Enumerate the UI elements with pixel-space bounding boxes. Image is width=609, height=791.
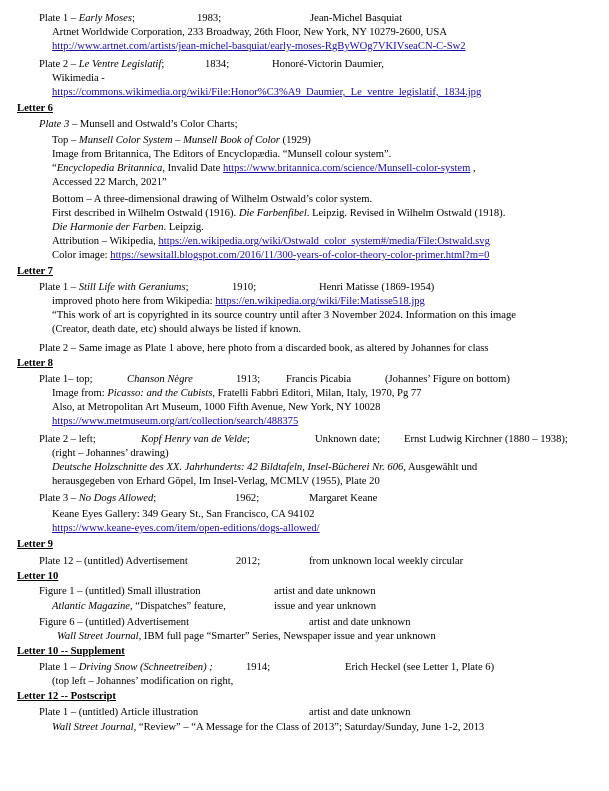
artist: Jean-Michel Basquiat [310, 13, 403, 24]
year: 1834; [205, 59, 230, 70]
color-image [52, 249, 489, 262]
plate-2-entry: Plate 2 – left; [39, 434, 96, 445]
plate-1-entry [39, 12, 135, 25]
text: IBM full page “Smarter” Series, Newspaper issue and year unknown [141, 631, 436, 642]
source-link[interactable] [52, 415, 298, 428]
text: , [470, 163, 476, 174]
letter-10-supplement-heading: Letter 10 -- Supplement [17, 646, 125, 657]
artist-date: artist and date unknown [309, 707, 411, 718]
artist: Henri Matisse (1869-1954) [319, 282, 435, 293]
issue-note: issue and year unknown [274, 601, 377, 612]
letter-8-heading: Letter 8 [17, 358, 53, 369]
link[interactable]: https://www.metmuseum.org/art/collection/search/488375 [52, 416, 299, 427]
plate-2-entry: Plate 2 – Same image as Plate 1 above, here photo from a discarded book, as altered by Johannes for class [39, 343, 489, 354]
text: “Review” – “A Message for the Class of 2013”; Saturday/Sunday, June 1-2, 2013 [136, 722, 485, 733]
artist-date: artist and date unknown [309, 617, 411, 628]
text: Chanson Nègre [127, 374, 193, 385]
plate-1-entry [39, 661, 213, 674]
text: Top – [52, 135, 79, 146]
text: ; [153, 493, 157, 504]
text: Color image: [52, 250, 111, 261]
link[interactable]: https://www.keane-eyes.com/item/open-editions/dogs-allowed/ [52, 523, 320, 534]
year: 1910; [232, 282, 257, 293]
artist-date: artist and date unknown [274, 586, 376, 597]
text: Plate 1 – [39, 662, 79, 673]
copyright-note: (Creator, death date, etc) should always be listed if known. [52, 324, 302, 335]
source-text: Accessed 22 March, 2021” [52, 177, 167, 188]
text: Picasso: and the Cubists [107, 388, 213, 399]
artist: Erich Heckel (see Letter 1, Plate 6) [345, 662, 495, 673]
text: . Leipzig. Revised in Wilhelm Ostwald (1918). [306, 208, 506, 219]
link[interactable]: https://www.britannica.com/science/Munsell-color-system [222, 163, 471, 174]
text: Plate 1 – [39, 13, 79, 24]
text: , “Dispatches” feature, [129, 601, 226, 612]
plate-3-entry [39, 492, 156, 505]
plate-1-entry: Plate 1– top; [39, 374, 93, 385]
link[interactable]: https://commons.wikimedia.org/wiki/File:Honor%C3%A9_Daumier,_Le_ventre_legislatif,_1834.jpg [52, 87, 482, 98]
text: – Munsell and Ostwald’s Color Charts; [69, 119, 238, 130]
text: Kopf Henry van de Velde [141, 434, 247, 445]
source-text: Wikimedia - [52, 73, 105, 84]
source-text: Image from Britannica, The Editors of Encyclopædia. “Munsell colour system”. [52, 149, 392, 160]
figure-note: (Johannes’ Figure on bottom) [385, 374, 510, 385]
source-link[interactable] [52, 86, 481, 99]
text: Plate 3 – [39, 493, 79, 504]
source-note: from unknown local weekly circular [309, 556, 464, 567]
artwork-title: Le Ventre Legislatif [78, 59, 162, 70]
text: ; [246, 434, 250, 445]
bottom-entry: Bottom – A three-dimensional drawing of Wilhelm Ostwald’s color system. [52, 194, 373, 205]
year: 1962; [235, 493, 260, 504]
letter-12-postscript-heading: Letter 12 -- Postscript [17, 691, 116, 702]
text: ; [132, 13, 135, 24]
source-link[interactable] [52, 40, 466, 53]
link[interactable]: https://en.wikipedia.org/wiki/File:Matisse518.jpg [215, 296, 425, 307]
source-text [52, 387, 421, 400]
text: Die Harmonie der Farben [52, 222, 164, 233]
source-text: Keane Eyes Gallery: 349 Geary St., San Francisco, CA 94102 [52, 509, 315, 520]
text: Attribution – Wikipedia, [52, 236, 159, 247]
source-text [52, 600, 226, 613]
year: 1913; [236, 374, 261, 385]
top-entry [52, 134, 311, 147]
letter-9-heading: Letter 9 [17, 539, 53, 550]
text: Die Farbenfibel [238, 208, 307, 219]
attribution [52, 235, 490, 248]
text: Deutsche Holzschnitte des XX. Jahrhunderts: 42 Bildtafeln, Insel-Bücherei Nr. 606, [52, 462, 406, 473]
figure-note: (right – Johannes’ drawing) [52, 448, 169, 459]
artwork-title [141, 433, 250, 446]
artist: Honoré-Victorin Daumier, [272, 59, 384, 70]
source-text [52, 461, 477, 474]
text: Image from: [52, 388, 108, 399]
artwork-title [127, 373, 193, 386]
plate-1-entry: Plate 1 – (untitled) Article illustration [39, 707, 199, 718]
plate-1-entry [39, 281, 189, 294]
link[interactable]: http://www.artnet.com/artists/jean-michel-basquiat/early-moses-RgByWOg7VKIVseaCN-C-Sw2 [52, 41, 466, 52]
source-text [52, 162, 476, 175]
artwork-title: Munsell Color System – Munsell Book of Color [78, 135, 280, 146]
year: 1983; [197, 13, 222, 24]
text: , Invalid Date [162, 163, 223, 174]
text: . Leipzig. [163, 222, 204, 233]
artwork-title: Driving Snow (Schneetreiben) ; [78, 662, 213, 673]
text: Wall Street Journal, [52, 722, 137, 733]
text: Atlantic Magazine [52, 601, 130, 612]
year: 1914; [246, 662, 271, 673]
text: Ausgewählt und [405, 462, 478, 473]
link[interactable]: https://en.wikipedia.org/wiki/Ostwald_color_system#/media/File:Ostwald.svg [158, 236, 490, 247]
text: (1929) [279, 135, 311, 146]
figure-1-entry: Figure 1 – (untitled) Small illustration [39, 586, 201, 597]
text: Plate 2 – [39, 59, 79, 70]
letter-10-heading: Letter 10 [17, 571, 59, 582]
artist: Francis Picabia [286, 374, 352, 385]
letter-6-heading: Letter 6 [17, 103, 53, 114]
text: “ [52, 163, 57, 174]
source-text [52, 207, 505, 220]
plate-12-entry: Plate 12 – (untitled) Advertisement [39, 556, 188, 567]
figure-note: (top left – Johannes’ modification on right, [52, 676, 234, 687]
artwork-title: Still Life with Geraniums [78, 282, 186, 293]
text: Plate 3 [39, 119, 70, 130]
source-text: Artnet Worldwide Corporation, 233 Broadway, 26th Floor, New York, NY 10279-2600, USA [52, 27, 447, 38]
source-text [52, 295, 425, 308]
source-link[interactable] [52, 522, 320, 535]
text: Wall Street Journal, [57, 631, 142, 642]
artwork-title: Early Moses [78, 13, 132, 24]
text: Plate 1 – [39, 282, 79, 293]
text: Encyclopedia Britannica [56, 163, 163, 174]
source-text: Also, at Metropolitan Art Museum, 1000 Fifth Avenue, New York, NY 10028 [52, 402, 381, 413]
link[interactable]: https://sewsitall.blogspot.com/2016/11/300-years-of-color-theory-color-primer.html?m=0 [110, 250, 490, 261]
source-text [57, 630, 436, 643]
source-text: herausgegeben von Erhard Göpel, Im Insel-Verlag, MCMLV (1955), Plate 20 [52, 476, 380, 487]
text: improved photo here from Wikipedia: [52, 296, 216, 307]
plate-3-entry [39, 118, 238, 131]
figure-6-entry: Figure 6 – (untitled) Advertisement [39, 617, 190, 628]
text: , Fratelli Fabbri Editori, Milan, Italy, 1970, Pg 77 [212, 388, 422, 399]
artwork-title: No Dogs Allowed [78, 493, 154, 504]
year: 2012; [236, 556, 261, 567]
text: ; [161, 59, 165, 70]
source-text [52, 221, 204, 234]
copyright-note: “This work of art is copyrighted in its source country until after 3 November 2024. Information on this image [52, 310, 516, 321]
text: ; [185, 282, 189, 293]
letter-7-heading: Letter 7 [17, 266, 53, 277]
date: Unknown date; [315, 434, 381, 445]
text: First described in Wilhelm Ostwald (1916). [52, 208, 239, 219]
source-text [52, 721, 484, 734]
artist: Ernst Ludwig Kirchner (1880 – 1938); [404, 434, 568, 445]
artist: Margaret Keane [309, 493, 378, 504]
plate-2-entry [39, 58, 164, 71]
